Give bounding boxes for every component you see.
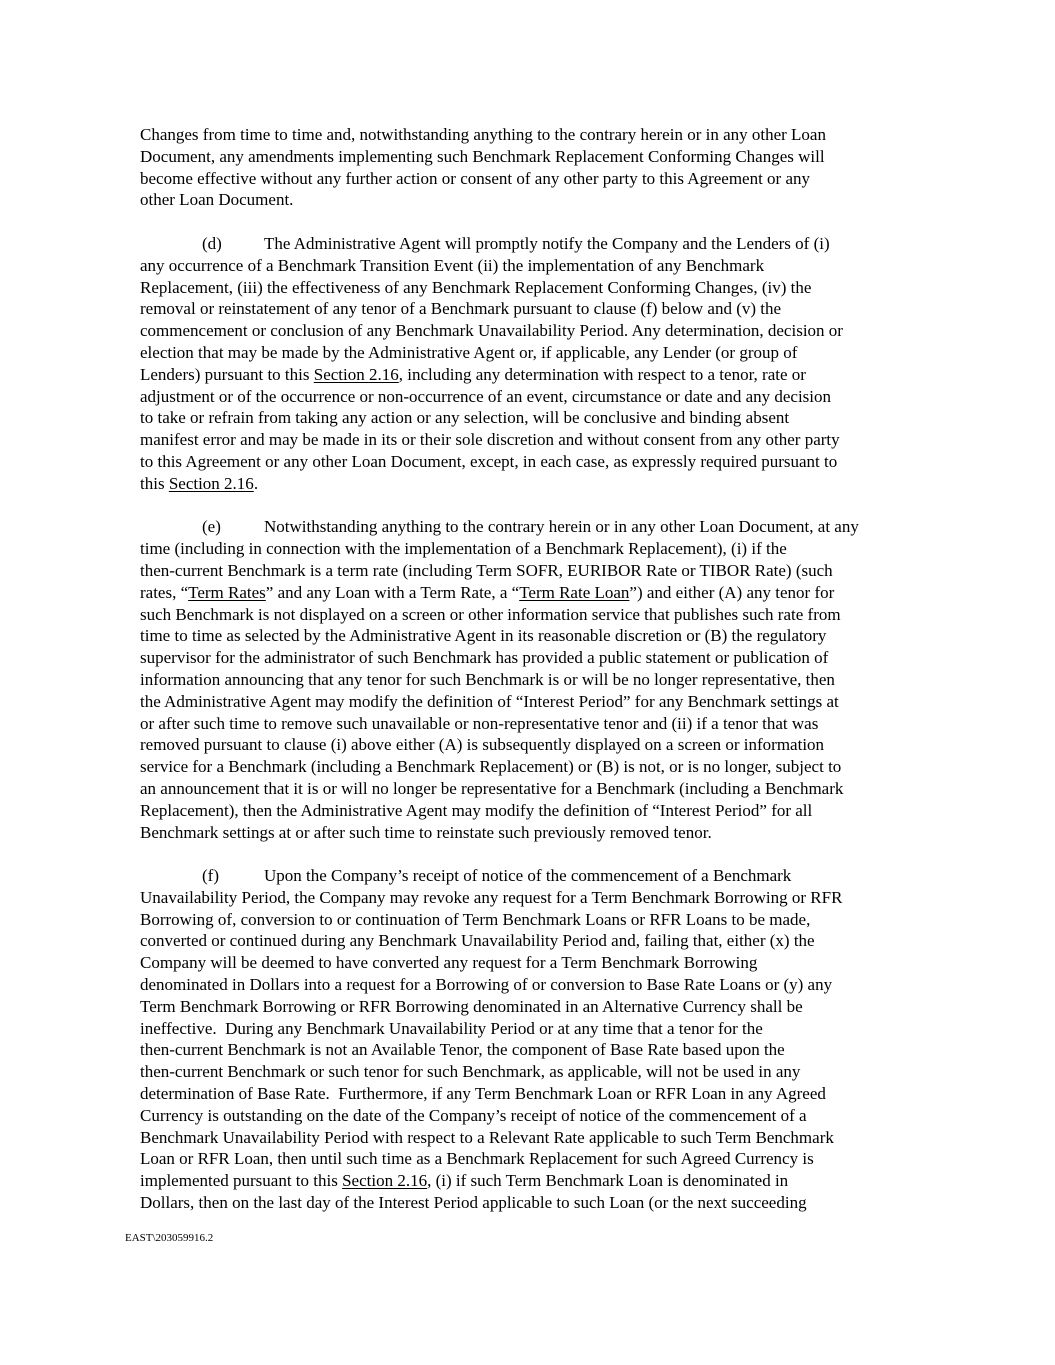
text-line: commencement or conclusion of any Benchmark Unavailability Period. Any determination, decision or [140, 321, 843, 341]
text-line: Company will be deemed to have converted any request for a Term Benchmark Borrowing [140, 953, 758, 973]
text-line: to take or refrain from taking any action or any selection, will be conclusive and binding absent [140, 408, 790, 428]
paragraph-e [140, 516, 940, 843]
section-reference-link[interactable]: Section 2.16 [342, 1171, 428, 1191]
text-line: any occurrence of a Benchmark Transition Event (ii) the implementation of any Benchmark [140, 255, 765, 275]
text-line: the Administrative Agent may modify the definition of “Interest Period” for any Benchmark settings at [140, 691, 839, 711]
text-line: ineffective. During any Benchmark Unavailability Period or at any time that a tenor for the [140, 1018, 763, 1038]
document-body [140, 124, 940, 1214]
text-span: The Administrative Agent will promptly notify the Company and the Lenders of (i) [264, 233, 830, 253]
text-line: then-current Benchmark is a term rate (including Term SOFR, EURIBOR Rate or TIBOR Rate) (such [140, 560, 833, 580]
defined-term-term-rate-loan: Term Rate Loan [519, 582, 630, 602]
text-span: rates, “ [140, 582, 189, 602]
text-line: manifest error and may be made in its or their sole discretion and without consent from any other party [140, 430, 840, 450]
text-line [140, 233, 940, 255]
text-line: Term Benchmark Borrowing or RFR Borrowing denominated in an Alternative Currency shall be [140, 996, 803, 1016]
text-line: Benchmark Unavailability Period with respect to a Relevant Rate applicable to such Term Benchmark [140, 1127, 834, 1147]
text-span: . [253, 473, 259, 493]
text-line: Dollars, then on the last day of the Interest Period applicable to such Loan (or the next succeeding [140, 1193, 807, 1213]
text-line: Loan or RFR Loan, then until such time as a Benchmark Replacement for such Agreed Currency is [140, 1149, 814, 1169]
text-line: determination of Base Rate. Furthermore, if any Term Benchmark Loan or RFR Loan in any Agreed [140, 1084, 826, 1104]
text-line: Document, any amendments implementing such Benchmark Replacement Conforming Changes will [140, 146, 825, 166]
text-line: time to time as selected by the Administrative Agent in its reasonable discretion or (B) the regulatory [140, 626, 827, 646]
text-line: time (including in connection with the implementation of a Benchmark Replacement), (i) if the [140, 539, 787, 559]
text-span: , (i) if such Term Benchmark Loan is denominated in [427, 1171, 789, 1191]
text-line: denominated in Dollars into a request for a Borrowing of or conversion to Base Rate Loans or (y) any [140, 975, 833, 995]
text-line: such Benchmark is not displayed on a screen or other information service that publishes such rate from [140, 604, 841, 624]
document-footer-id: EAST\203059916.2 [125, 1232, 214, 1244]
text-line: information announcing that any tenor for such Benchmark is or will be no longer representative, then [140, 669, 835, 689]
defined-term-term-rates: Term Rates [188, 582, 266, 602]
text-line: converted or continued during any Benchmark Unavailability Period and, failing that, either (x) the [140, 931, 815, 951]
section-reference-link[interactable]: Section 2.16 [313, 364, 399, 384]
text-line: Replacement, (iii) the effectiveness of any Benchmark Replacement Conforming Changes, (iv) the [140, 277, 812, 297]
text-line: service for a Benchmark (including a Benchmark Replacement) or (B) is not, or is no longer, subject to [140, 757, 842, 777]
text-span: ” and any Loan with a Term Rate, a “ [265, 582, 520, 602]
text-line: removal or reinstatement of any tenor of a Benchmark pursuant to clause (f) below and (v) the [140, 299, 782, 319]
text-line: other Loan Document. [140, 190, 294, 210]
paragraph-f [140, 865, 940, 1214]
paragraph-gap [140, 211, 940, 233]
text-line: adjustment or of the occurrence or non-occurrence of an event, circumstance or date and any decision [140, 386, 832, 406]
text-line: removed pursuant to clause (i) above either (A) is subsequently displayed on a screen or information [140, 735, 825, 755]
paragraph-d [140, 233, 940, 495]
clause-label: (e) [202, 517, 221, 537]
text-span: this [140, 473, 169, 493]
text-span: Notwithstanding anything to the contrary herein or in any other Loan Document, at any [264, 517, 859, 537]
paragraph-gap [140, 843, 940, 865]
clause-label: (f) [202, 866, 219, 886]
text-line: or after such time to remove such unavailable or non-representative tenor and (ii) if a tenor that was [140, 713, 819, 733]
text-line: then-current Benchmark or such tenor for such Benchmark, as applicable, will not be used in any [140, 1062, 801, 1082]
text-line: Changes from time to time and, notwithstanding anything to the contrary herein or in any other Loan [140, 125, 826, 144]
section-reference-link[interactable]: Section 2.16 [168, 473, 254, 493]
text-line: to this Agreement or any other Loan Document, except, in each case, as expressly required pursuant to [140, 451, 838, 471]
text-line: Currency is outstanding on the date of the Company’s receipt of notice of the commencement of a [140, 1105, 807, 1125]
text-line: Unavailability Period, the Company may revoke any request for a Term Benchmark Borrowing or RFR [140, 887, 843, 907]
text-line [140, 865, 940, 887]
text-span: Lenders) pursuant to this [140, 364, 314, 384]
text-line: Benchmark settings at or after such time to reinstate such previously removed tenor. [140, 822, 712, 842]
text-line [140, 516, 940, 538]
text-span: implemented pursuant to this [140, 1171, 343, 1191]
text-span: Upon the Company’s receipt of notice of the commencement of a Benchmark [264, 866, 792, 886]
text-line: then-current Benchmark is not an Available Tenor, the component of Base Rate based upon the [140, 1040, 785, 1060]
paragraph-gap [140, 495, 940, 517]
text-line: Borrowing of, conversion to or continuation of Term Benchmark Loans or RFR Loans to be made, [140, 909, 811, 929]
text-line: become effective without any further action or consent of any other party to this Agreement or any [140, 168, 811, 188]
text-line [140, 473, 940, 495]
text-span: ”) and either (A) any tenor for [629, 582, 835, 602]
text-line: supervisor for the administrator of such Benchmark has provided a public statement or publication of [140, 648, 829, 668]
text-line [140, 1170, 940, 1192]
text-line: election that may be made by the Administrative Agent or, if applicable, any Lender (or group of [140, 342, 798, 362]
clause-label: (d) [202, 233, 222, 253]
text-line [140, 364, 940, 386]
text-line: an announcement that it is or will no longer be representative for a Benchmark (including a Benchmark [140, 778, 844, 798]
text-line [140, 582, 940, 604]
text-line: Replacement), then the Administrative Agent may modify the definition of “Interest Period” for all [140, 800, 813, 820]
text-span: , including any determination with respect to a tenor, rate or [398, 364, 806, 384]
paragraph-c-continuation [140, 124, 940, 211]
